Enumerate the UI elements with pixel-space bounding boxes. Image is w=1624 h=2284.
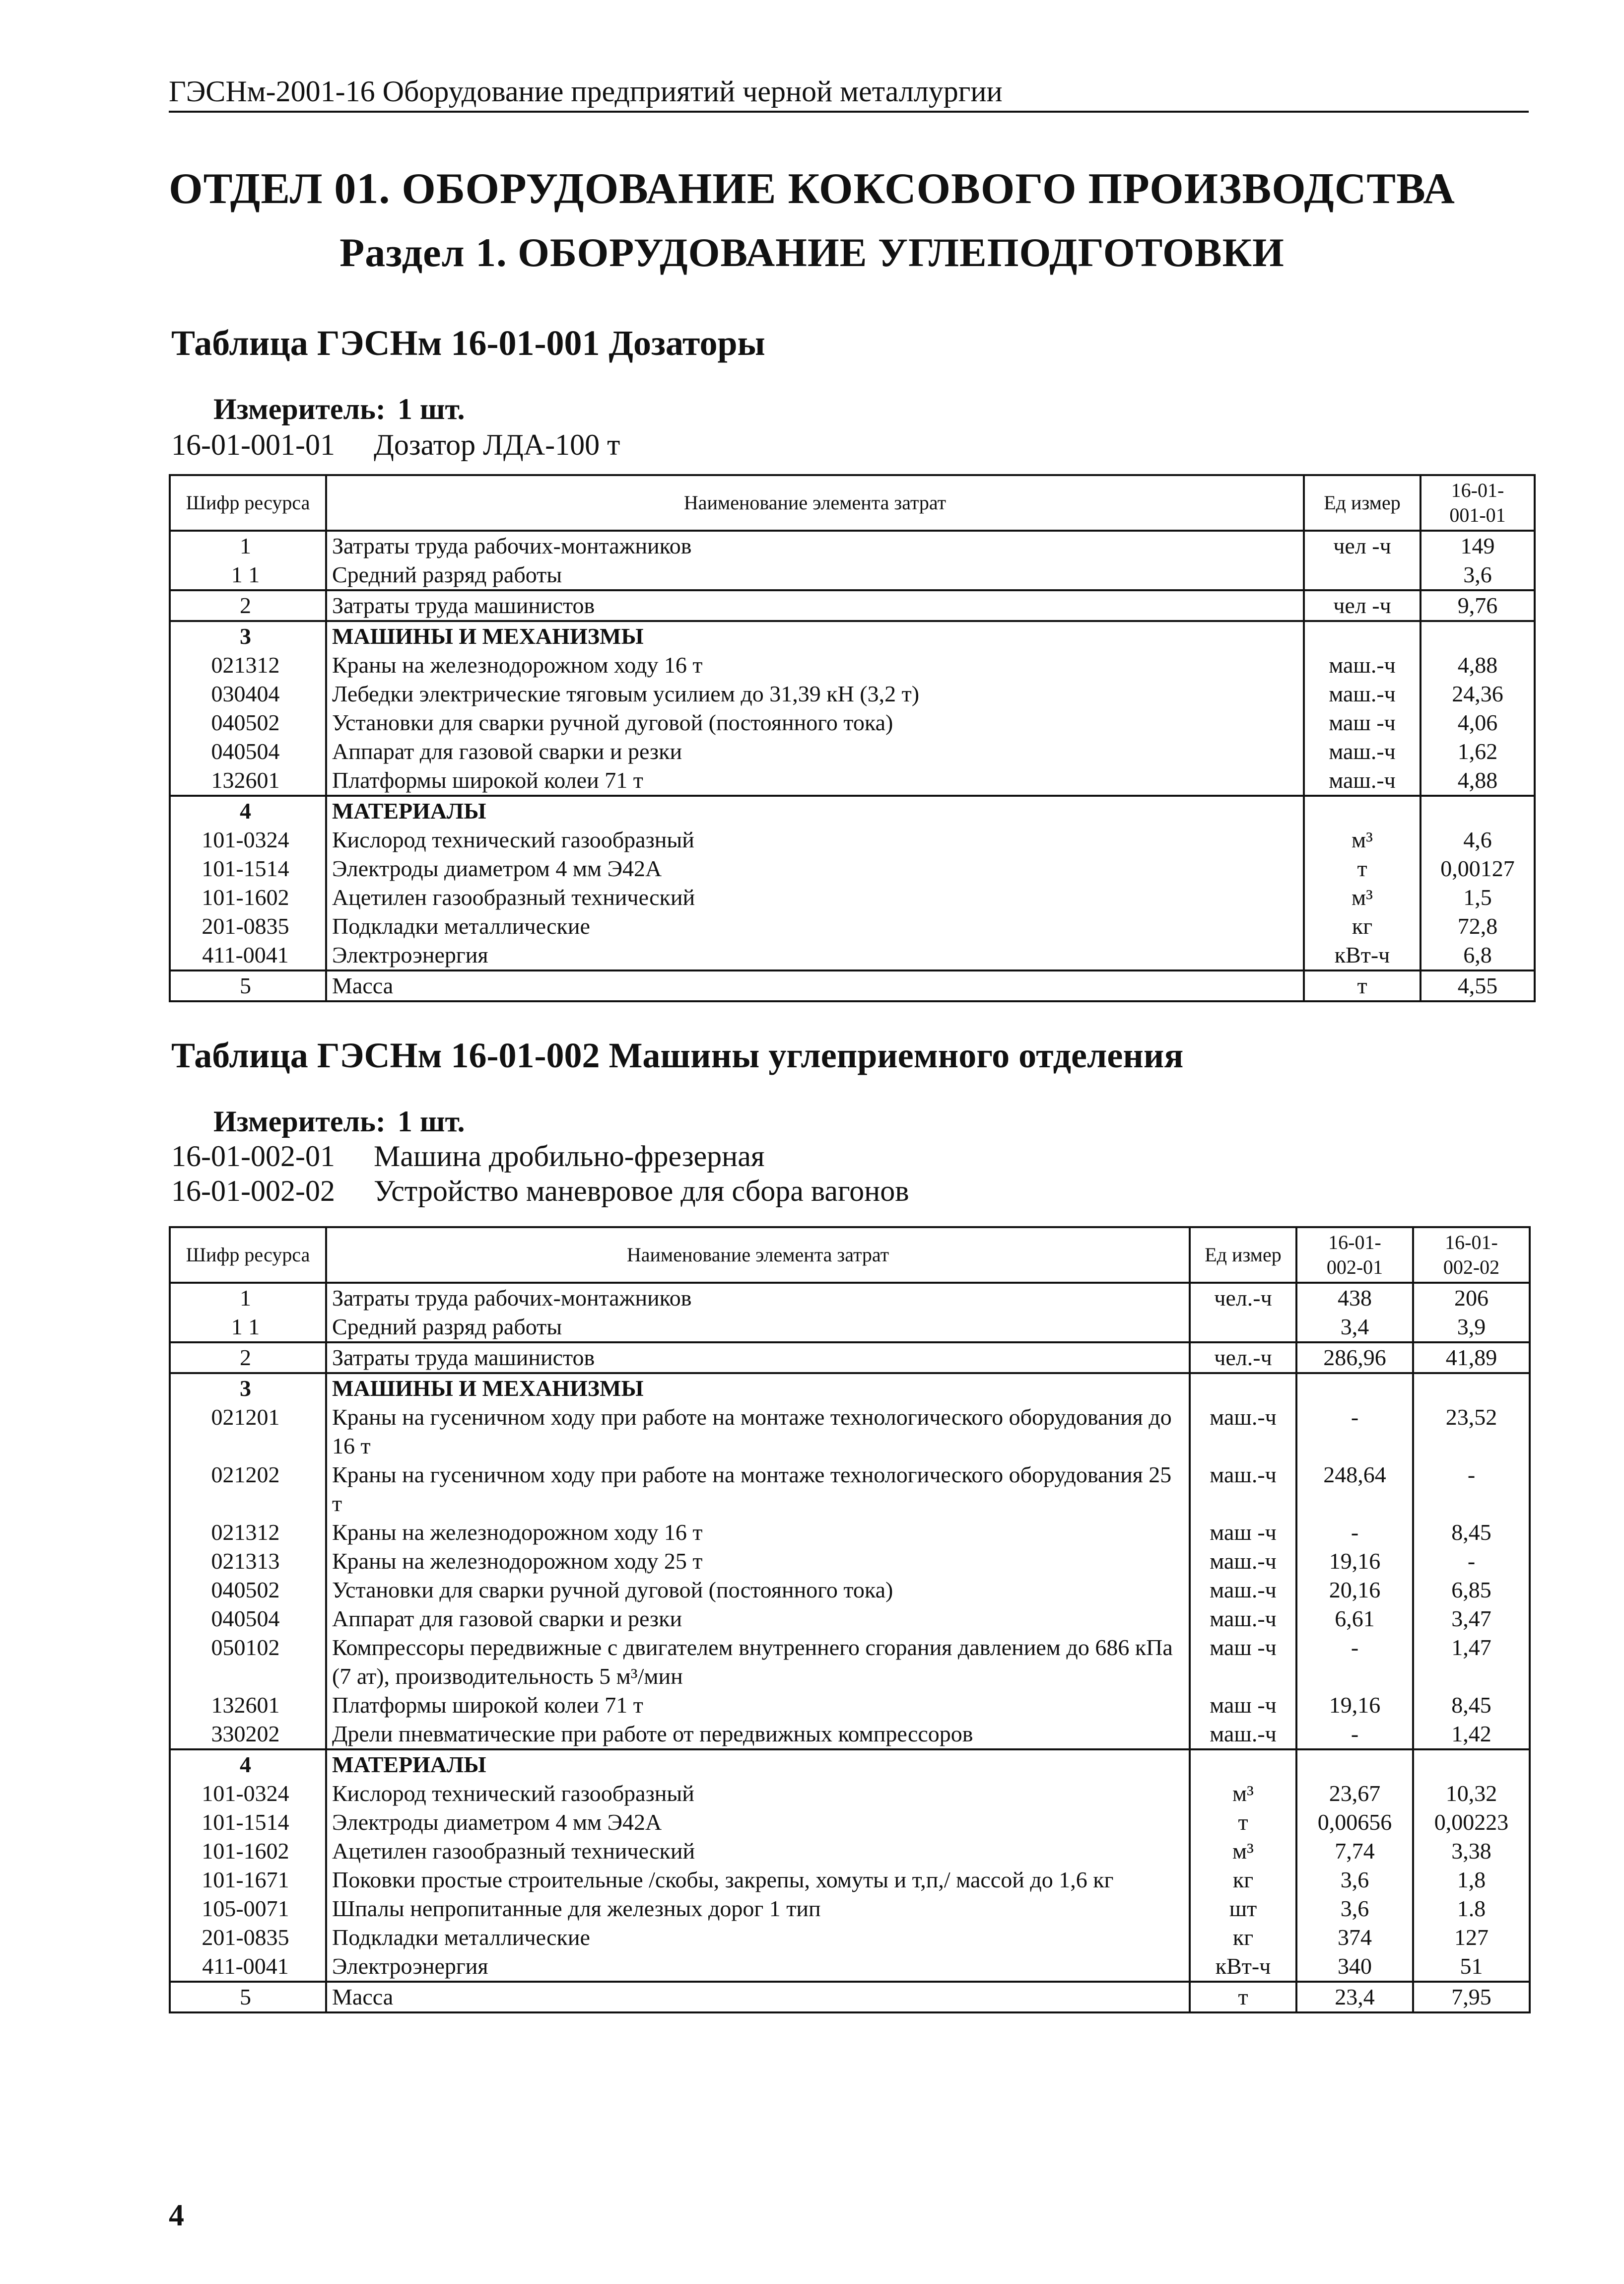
row-code: 201-0835 [170,1923,326,1952]
row-name: Масса [326,1982,1190,2012]
row-value-1: 3,6 [1421,560,1535,590]
row-code: 2 [170,590,326,621]
row-unit [1304,621,1421,651]
table2-title: Таблица ГЭСНм 16-01-002 Машины углеприемного отделения [171,1036,1184,1075]
table-row [170,796,1535,826]
row-code: 411-0041 [170,1952,326,1982]
row-value-2: 1.8 [1413,1894,1530,1923]
table-row [170,1373,1530,1403]
row-name: Электроды диаметром 4 мм Э42А [326,1808,1190,1837]
row-code: 411-0041 [170,941,326,970]
row-name: Лебедки электрические тяговым усилием до 31,39 кН (3,2 т) [326,680,1304,708]
row-unit: кг [1190,1866,1296,1894]
table-row [170,621,1535,651]
row-name: Аппарат для газовой сварки и резки [326,1604,1190,1633]
table-row [170,826,1535,854]
row-name: Дрели пневматические при работе от передвижных компрессоров [326,1720,1190,1749]
row-unit: маш -ч [1190,1633,1296,1691]
table-row [170,651,1535,680]
table1-title: Таблица ГЭСНм 16-01-001 Дозаторы [171,323,765,363]
variant-name: Машина дробильно-фрезерная [374,1140,765,1173]
row-name: Электроэнергия [326,941,1304,970]
row-value-1: 6,61 [1296,1604,1413,1633]
header-unit: Ед измер [1304,475,1421,531]
row-value-2: 8,45 [1413,1518,1530,1547]
row-name: Установки для сварки ручной дуговой (постоянного тока) [326,1576,1190,1604]
row-name: Краны на железнодорожном ходу 16 т [326,1518,1190,1547]
table2-variant [171,1139,765,1174]
table-row [170,1894,1530,1923]
row-name: Электроды диаметром 4 мм Э42А [326,854,1304,883]
row-unit: маш.-ч [1304,737,1421,766]
header-norm-col-2 [1413,1227,1530,1283]
row-code: 021312 [170,651,326,680]
row-code: 5 [170,970,326,1001]
row-value-1 [1296,1749,1413,1779]
table-row [170,1518,1530,1547]
row-name: Краны на железнодорожном ходу 16 т [326,651,1304,680]
row-name: Краны на железнодорожном ходу 25 т [326,1547,1190,1576]
row-code: 050102 [170,1633,326,1691]
row-unit: т [1304,970,1421,1001]
table-row [170,1403,1530,1460]
row-unit: м³ [1304,826,1421,854]
row-code: 1 [170,1283,326,1313]
row-unit: т [1190,1982,1296,2012]
row-value-1: - [1296,1518,1413,1547]
row-code: 101-1671 [170,1866,326,1894]
row-value-1: 19,16 [1296,1547,1413,1576]
table-row [170,1952,1530,1982]
table-header-row [170,475,1535,531]
table-row [170,883,1535,912]
row-code: 201-0835 [170,912,326,941]
row-value-1: 72,8 [1421,912,1535,941]
row-value-1: 438 [1296,1283,1413,1313]
header-code: Шифр ресурса [170,1227,326,1283]
measure-value: 1 шт. [397,1105,465,1138]
row-name: Ацетилен газообразный технический [326,1837,1190,1866]
row-name: Подкладки металлические [326,1923,1190,1952]
table1-variant [171,428,620,462]
row-name: Установки для сварки ручной дуговой (постоянного тока) [326,708,1304,737]
row-value-1: 1,5 [1421,883,1535,912]
header-unit: Ед измер [1190,1227,1296,1283]
row-value-1: - [1296,1720,1413,1749]
row-code: 021201 [170,1403,326,1460]
row-value-2: - [1413,1460,1530,1518]
row-code: 040502 [170,1576,326,1604]
row-unit [1190,1749,1296,1779]
table-row [170,708,1535,737]
row-value-1: 9,76 [1421,590,1535,621]
row-unit: кВт-ч [1190,1952,1296,1982]
row-value-1: 4,6 [1421,826,1535,854]
table-row [170,737,1535,766]
row-name: Краны на гусеничном ходу при работе на монтаже технологического оборудования до 16 т [326,1403,1190,1460]
table-row [170,680,1535,708]
row-value-1: 19,16 [1296,1691,1413,1720]
row-name: Компрессоры передвижные с двигателем внутреннего сгорания давлением до 686 кПа (7 ат), производительность 5 м³/мин [326,1633,1190,1691]
row-value-1: 23,4 [1296,1982,1413,2012]
row-unit: маш -ч [1190,1691,1296,1720]
table-row [170,1460,1530,1518]
row-unit: чел -ч [1304,531,1421,560]
row-code: 101-0324 [170,1779,326,1808]
row-value-1: 0,00656 [1296,1808,1413,1837]
row-value-2 [1413,1373,1530,1403]
row-unit: т [1190,1808,1296,1837]
header-norm-line-2: 002-01 [1326,1256,1383,1278]
row-unit [1304,560,1421,590]
table-row [170,970,1535,1001]
header-norm-line-2: 002-02 [1443,1256,1500,1278]
row-unit: кг [1190,1923,1296,1952]
row-value-1: 248,64 [1296,1460,1413,1518]
table-row [170,1982,1530,2012]
row-code: 4 [170,1749,326,1779]
table-row [170,1576,1530,1604]
row-name: Затраты труда рабочих-монтажников [326,1283,1190,1313]
table-row [170,560,1535,590]
row-value-2: 1,8 [1413,1866,1530,1894]
table2-variant [171,1174,909,1208]
row-value-1: 3,6 [1296,1866,1413,1894]
row-code: 021313 [170,1547,326,1576]
table-row [170,1283,1530,1313]
row-value-1: 374 [1296,1923,1413,1952]
table-row [170,1633,1530,1691]
row-value-2: 51 [1413,1952,1530,1982]
row-name: Платформы широкой колеи 71 т [326,766,1304,796]
row-unit [1304,796,1421,826]
table1-measure [213,392,465,426]
row-unit: маш.-ч [1190,1547,1296,1576]
row-value-1: 0,00127 [1421,854,1535,883]
table-row [170,912,1535,941]
row-name: Электроэнергия [326,1952,1190,1982]
row-name: МАТЕРИАЛЫ [326,796,1304,826]
row-code: 3 [170,621,326,651]
table-row [170,1604,1530,1633]
table-row [170,1808,1530,1837]
row-code: 030404 [170,680,326,708]
measure-value: 1 шт. [397,393,465,425]
row-unit: маш.-ч [1190,1403,1296,1460]
row-value-2: 3,9 [1413,1313,1530,1342]
row-unit: маш.-ч [1304,766,1421,796]
department-title: ОТДЕЛ 01. ОБОРУДОВАНИЕ КОКСОВОГО ПРОИЗВОДСТВА [169,165,1455,213]
row-name: Затраты труда машинистов [326,1342,1190,1373]
row-value-1: - [1296,1403,1413,1460]
table-row [170,1866,1530,1894]
row-name: МАШИНЫ И МЕХАНИЗМЫ [326,621,1304,651]
table-row [170,1749,1530,1779]
row-value-2: 6,85 [1413,1576,1530,1604]
row-code: 040502 [170,708,326,737]
row-value-2: 206 [1413,1283,1530,1313]
row-code: 040504 [170,737,326,766]
row-value-2 [1413,1749,1530,1779]
row-name: МАШИНЫ И МЕХАНИЗМЫ [326,1373,1190,1403]
row-name: Масса [326,970,1304,1001]
variant-code: 16-01-002-01 [171,1140,335,1173]
table-row [170,590,1535,621]
measure-label: Измеритель: [213,393,386,425]
row-code: 1 1 [170,1313,326,1342]
row-unit: шт [1190,1894,1296,1923]
row-value-1: 3,4 [1296,1313,1413,1342]
row-value-1: 4,55 [1421,970,1535,1001]
row-value-2: 3,47 [1413,1604,1530,1633]
header-norm-col-1 [1421,475,1535,531]
variant-code: 16-01-001-01 [171,428,335,461]
table-row [170,1691,1530,1720]
row-unit: кВт-ч [1304,941,1421,970]
row-value-1 [1421,621,1535,651]
row-unit: чел.-ч [1190,1283,1296,1313]
row-code: 105-0071 [170,1894,326,1923]
row-code: 021312 [170,1518,326,1547]
row-unit [1190,1373,1296,1403]
row-code: 132601 [170,1691,326,1720]
row-name: Шпалы непропитанные для железных дорог 1 тип [326,1894,1190,1923]
row-name: Ацетилен газообразный технический [326,883,1304,912]
header-norm-line-2: 001-01 [1449,504,1506,526]
row-unit: маш -ч [1304,708,1421,737]
row-name: Кислород технический газообразный [326,1779,1190,1808]
header-norm-line-1: 16-01- [1451,479,1504,501]
row-value-2: 41,89 [1413,1342,1530,1373]
header-code: Шифр ресурса [170,475,326,531]
row-value-2: 1,47 [1413,1633,1530,1691]
table-row [170,941,1535,970]
row-value-1: 7,74 [1296,1837,1413,1866]
row-value-1: 23,67 [1296,1779,1413,1808]
row-value-2: 7,95 [1413,1982,1530,2012]
row-unit: маш.-ч [1190,1720,1296,1749]
table-row [170,1837,1530,1866]
row-name: МАТЕРИАЛЫ [326,1749,1190,1779]
row-value-1: 4,88 [1421,766,1535,796]
row-value-2: 127 [1413,1923,1530,1952]
row-value-2: 1,42 [1413,1720,1530,1749]
row-value-2: 0,00223 [1413,1808,1530,1837]
row-name: Затраты труда машинистов [326,590,1304,621]
table2-measure [213,1105,465,1139]
section-title: Раздел 1. ОБОРУДОВАНИЕ УГЛЕПОДГОТОВКИ [339,230,1285,275]
row-name: Кислород технический газообразный [326,826,1304,854]
row-unit: маш.-ч [1190,1576,1296,1604]
row-code: 101-1602 [170,1837,326,1866]
row-value-2: 10,32 [1413,1779,1530,1808]
row-code: 132601 [170,766,326,796]
table-row [170,1313,1530,1342]
row-value-1: 340 [1296,1952,1413,1982]
row-name: Средний разряд работы [326,560,1304,590]
row-code: 021202 [170,1460,326,1518]
row-name: Поковки простые строительные /скобы, закрепы, хомуты и т,п,/ массой до 1,6 кг [326,1866,1190,1894]
variant-code: 16-01-002-02 [171,1175,335,1207]
row-name: Платформы широкой колеи 71 т [326,1691,1190,1720]
table-header-row [170,1227,1530,1283]
row-unit: кг [1304,912,1421,941]
row-unit: м³ [1190,1779,1296,1808]
row-code: 330202 [170,1720,326,1749]
variant-name: Устройство маневровое для сбора вагонов [374,1175,909,1207]
row-value-1 [1296,1373,1413,1403]
row-unit: м³ [1190,1837,1296,1866]
table-row [170,1923,1530,1952]
row-code: 1 [170,531,326,560]
row-value-1: 286,96 [1296,1342,1413,1373]
resource-table-1 [169,474,1536,1002]
row-unit: чел.-ч [1190,1342,1296,1373]
row-unit [1190,1313,1296,1342]
row-value-1: 4,88 [1421,651,1535,680]
row-unit: маш.-ч [1304,680,1421,708]
header-norm-line-1: 16-01- [1328,1231,1381,1253]
row-value-2: - [1413,1547,1530,1576]
row-value-2: 8,45 [1413,1691,1530,1720]
row-unit: маш.-ч [1190,1460,1296,1518]
row-name: Аппарат для газовой сварки и резки [326,737,1304,766]
row-value-2: 23,52 [1413,1403,1530,1460]
row-name: Затраты труда рабочих-монтажников [326,531,1304,560]
row-name: Подкладки металлические [326,912,1304,941]
row-value-1: 4,06 [1421,708,1535,737]
row-value-2: 3,38 [1413,1837,1530,1866]
variant-name: Дозатор ЛДА-100 т [374,428,620,461]
row-value-1: 24,36 [1421,680,1535,708]
table-row [170,1342,1530,1373]
table-row [170,854,1535,883]
header-norm-col-1 [1296,1227,1413,1283]
table-row [170,1720,1530,1749]
row-code: 4 [170,796,326,826]
row-unit: маш -ч [1190,1518,1296,1547]
header-name: Наименование элемента затрат [326,1227,1190,1283]
row-name: Краны на гусеничном ходу при работе на монтаже технологического оборудования 25 т [326,1460,1190,1518]
row-value-1: 1,62 [1421,737,1535,766]
table-row [170,531,1535,560]
resource-table-2 [169,1226,1531,2013]
running-header: ГЭСНм-2001-16 Оборудование предприятий черной металлургии [169,74,1529,113]
row-code: 101-1602 [170,883,326,912]
row-value-1 [1421,796,1535,826]
row-value-1: - [1296,1633,1413,1691]
header-name: Наименование элемента затрат [326,475,1304,531]
measure-label: Измеритель: [213,1105,386,1138]
row-value-1: 20,16 [1296,1576,1413,1604]
row-unit: маш.-ч [1304,651,1421,680]
row-unit: чел -ч [1304,590,1421,621]
row-unit: маш.-ч [1190,1604,1296,1633]
table-row [170,1547,1530,1576]
row-unit: м³ [1304,883,1421,912]
row-value-1: 6,8 [1421,941,1535,970]
table-row [170,766,1535,796]
table-row [170,1779,1530,1808]
row-value-1: 3,6 [1296,1894,1413,1923]
header-norm-line-1: 16-01- [1445,1231,1498,1253]
row-unit: т [1304,854,1421,883]
row-code: 5 [170,1982,326,2012]
row-code: 101-0324 [170,826,326,854]
row-code: 1 1 [170,560,326,590]
row-code: 2 [170,1342,326,1373]
row-code: 101-1514 [170,854,326,883]
row-code: 3 [170,1373,326,1403]
row-value-1: 149 [1421,531,1535,560]
row-name: Средний разряд работы [326,1313,1190,1342]
row-code: 101-1514 [170,1808,326,1837]
row-code: 040504 [170,1604,326,1633]
page-number: 4 [169,2199,184,2232]
